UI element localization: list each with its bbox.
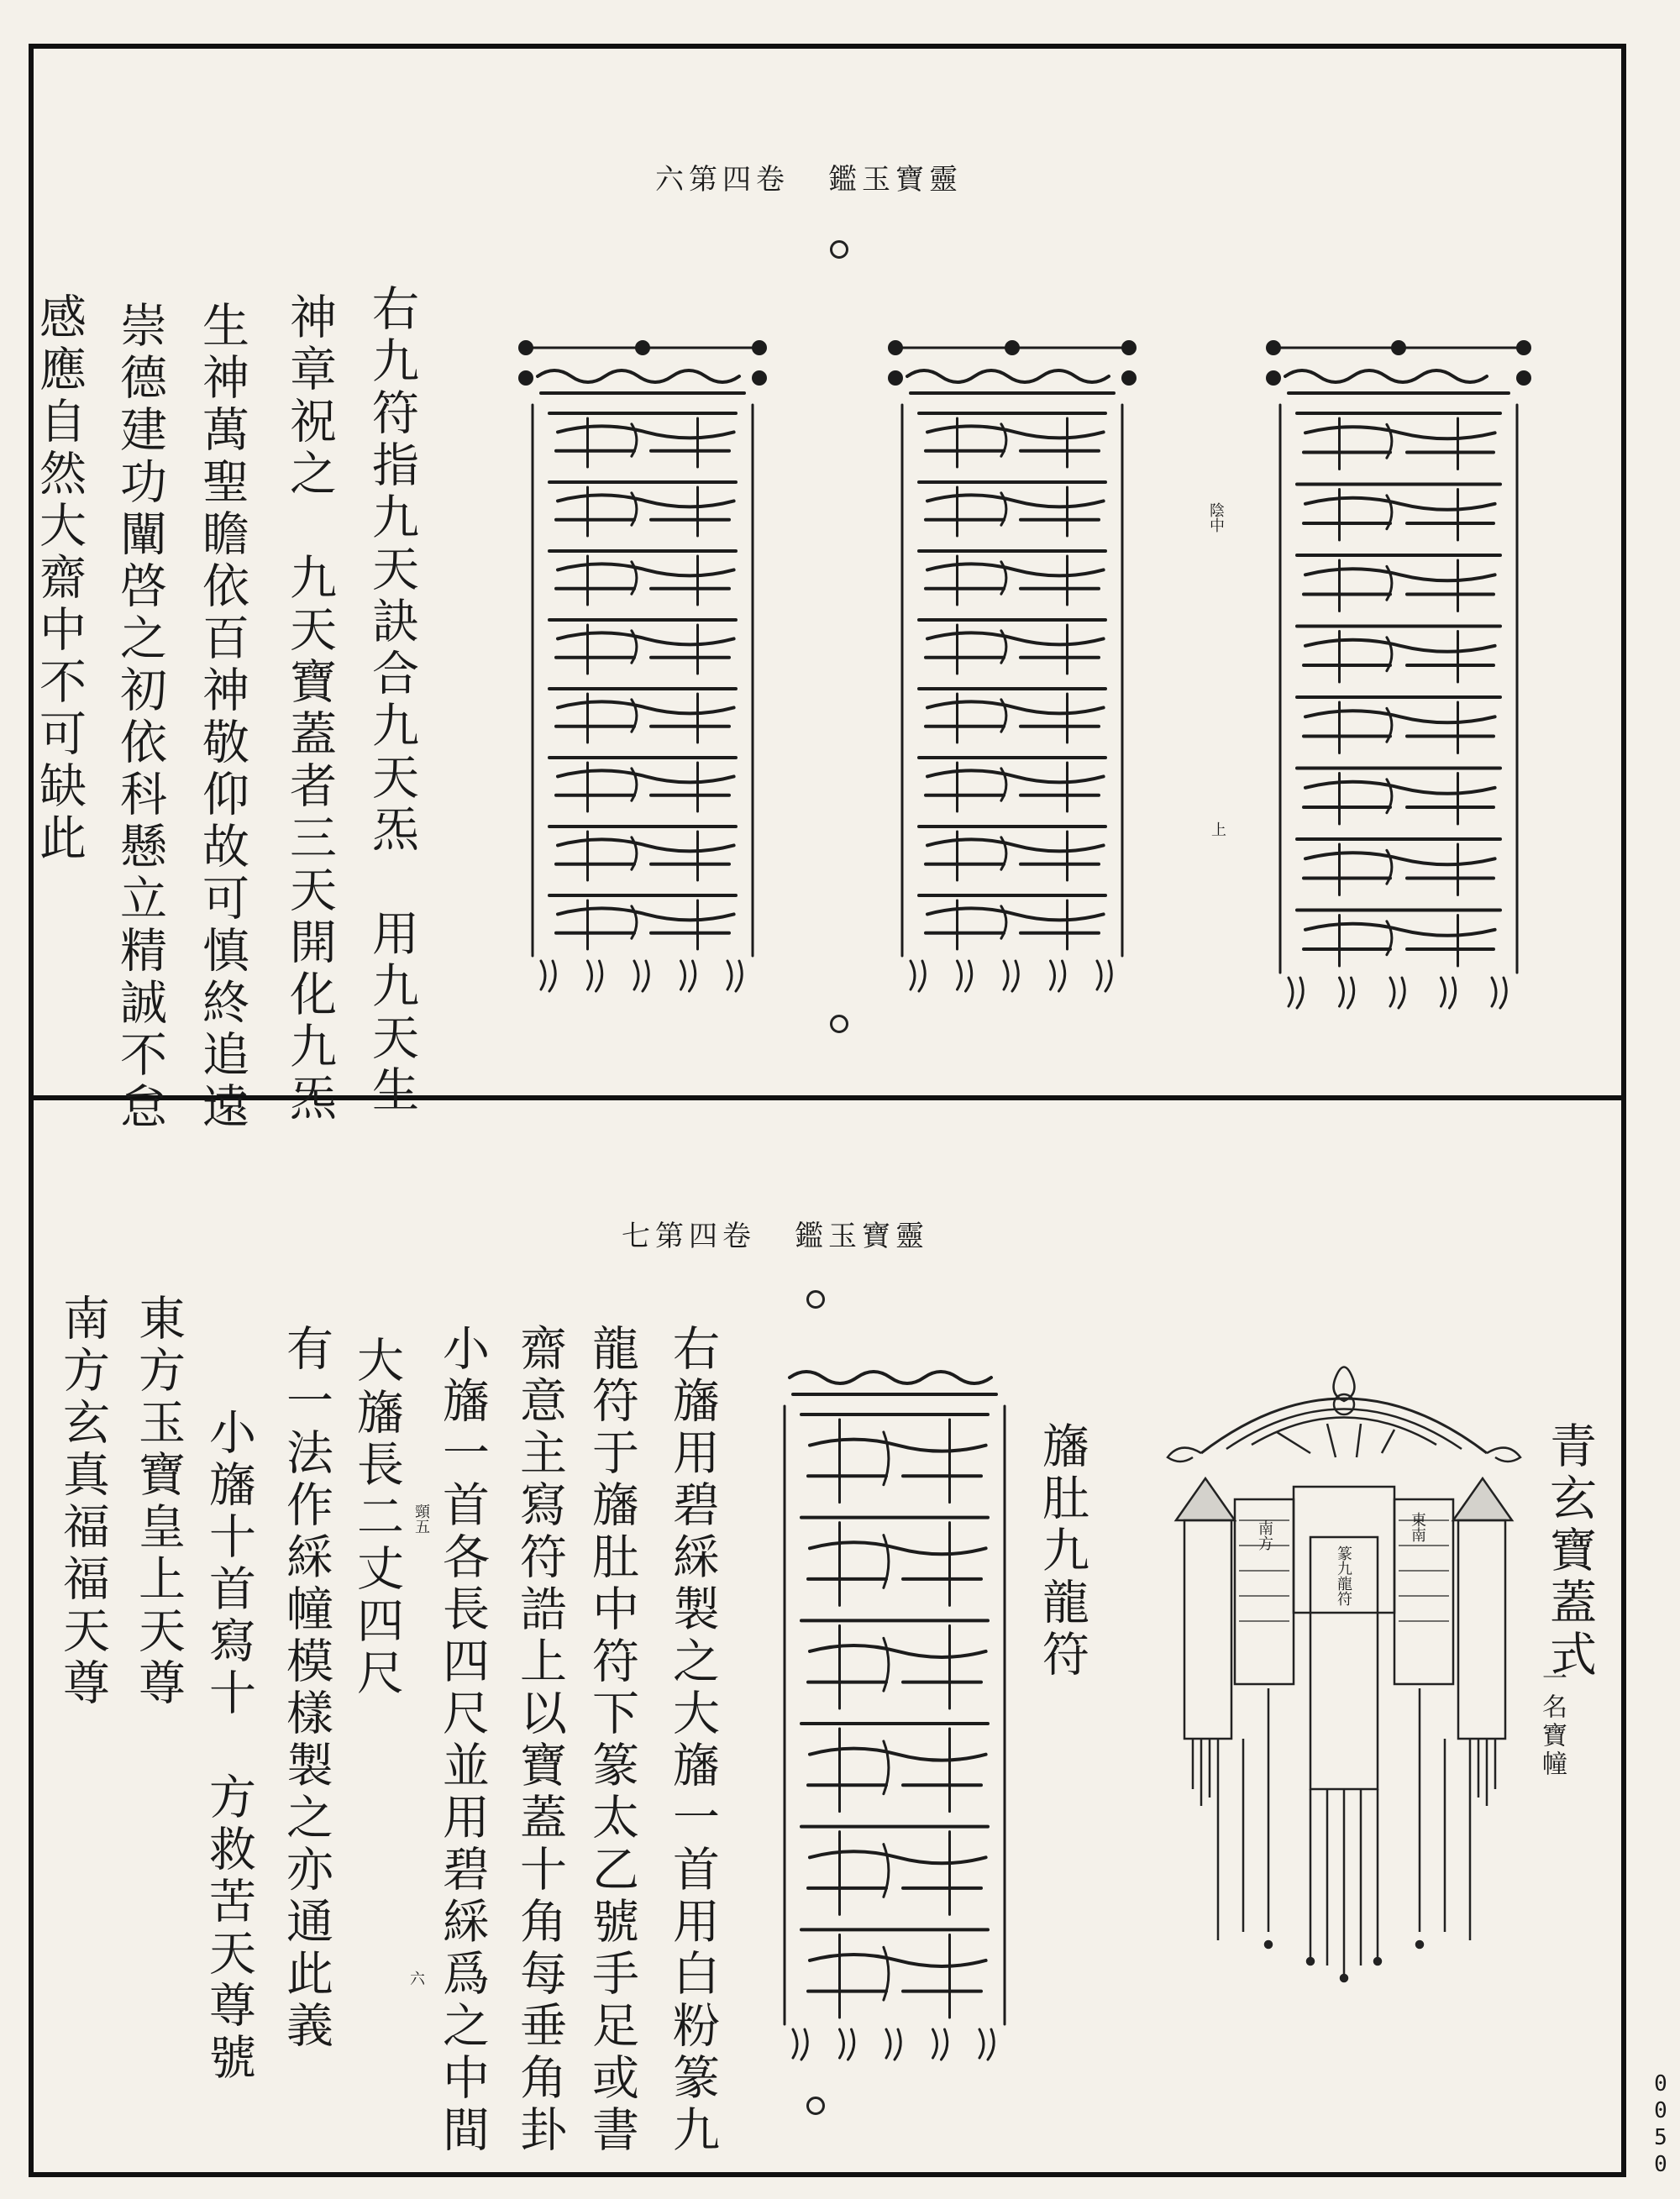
text-column: 小旛一首各長四尺並用碧綵爲之中間 xyxy=(435,1324,490,2157)
top-panel xyxy=(32,49,1621,1134)
talisman-annotation-upper: 陰中 xyxy=(1207,502,1225,533)
binding-hole xyxy=(806,1290,825,1309)
text-column: 龍符于旛肚中符下篆太乙號手足或書 xyxy=(585,1324,639,2157)
binding-hole xyxy=(806,2097,825,2115)
top-header xyxy=(655,156,963,197)
method-line: 有一法作綵幢模樣製之亦通此義 xyxy=(279,1324,333,2053)
canopy-panel-label: 南方 xyxy=(1256,1520,1273,1551)
bottom-header-volume: 卷四第七 xyxy=(622,1220,756,1253)
deity-line: 東方玉寶皇上天尊 xyxy=(131,1294,186,1710)
text-column: 齋意主寫符誥上以寶蓋十角每垂角卦 xyxy=(512,1324,567,2157)
bottom-panel xyxy=(34,1100,1621,2172)
canopy-illustration xyxy=(1142,1352,1546,1991)
deity-line: 南方玄真福福天尊 xyxy=(55,1294,110,1710)
illustration-alt-name: 一名寶幢 xyxy=(1537,1665,1567,1779)
small-banner-line: 小旛十首寫十 方救苦天尊號 xyxy=(202,1408,256,2085)
text-column: 神章祝之 九天寶蓋者三天開化九炁 xyxy=(282,292,337,1126)
text-column: 崇德建功闡啓之初依科懸立精誠不怠 xyxy=(113,301,167,1134)
canopy-panel-label: 東南 xyxy=(1409,1512,1426,1542)
binding-hole xyxy=(830,1015,848,1033)
top-header-volume: 卷四第六 xyxy=(655,163,790,197)
page-number: 0050 xyxy=(1648,2071,1673,2179)
illustration-title: 青玄寶蓋式 xyxy=(1542,1421,1597,1682)
bottom-header-book: 靈寶玉鑑 xyxy=(795,1220,929,1253)
bottom-header xyxy=(622,1213,929,1254)
talisman-left xyxy=(512,334,773,1006)
big-banner-note: 頸五 xyxy=(412,1504,430,1534)
text-column: 右旛用碧綵製之大旛一首用白粉篆九 xyxy=(665,1324,720,2157)
binding-hole xyxy=(830,240,848,259)
top-header-book: 靈寶玉鑑 xyxy=(828,163,963,197)
talisman-right xyxy=(1260,334,1537,1023)
nine-dragon-talisman xyxy=(764,1352,1025,2075)
text-column: 右九符指九天訣合九天炁 用九天生 xyxy=(365,284,419,1117)
big-banner-line: 大旛長二丈四尺 xyxy=(349,1336,404,1700)
talisman-annotation-lower: 上 xyxy=(1209,821,1226,837)
talisman-caption: 旛肚九龍符 xyxy=(1035,1421,1089,1682)
talisman-middle xyxy=(882,334,1142,1006)
text-column: 生神萬聖瞻依百神敬仰故可慎終追遠 xyxy=(195,301,249,1134)
margin-note: 六 xyxy=(407,1971,425,1986)
text-column: 感應自然大齋中不可缺此 xyxy=(32,292,87,865)
canopy-inner-label: 篆九龍符 xyxy=(1335,1546,1352,1606)
